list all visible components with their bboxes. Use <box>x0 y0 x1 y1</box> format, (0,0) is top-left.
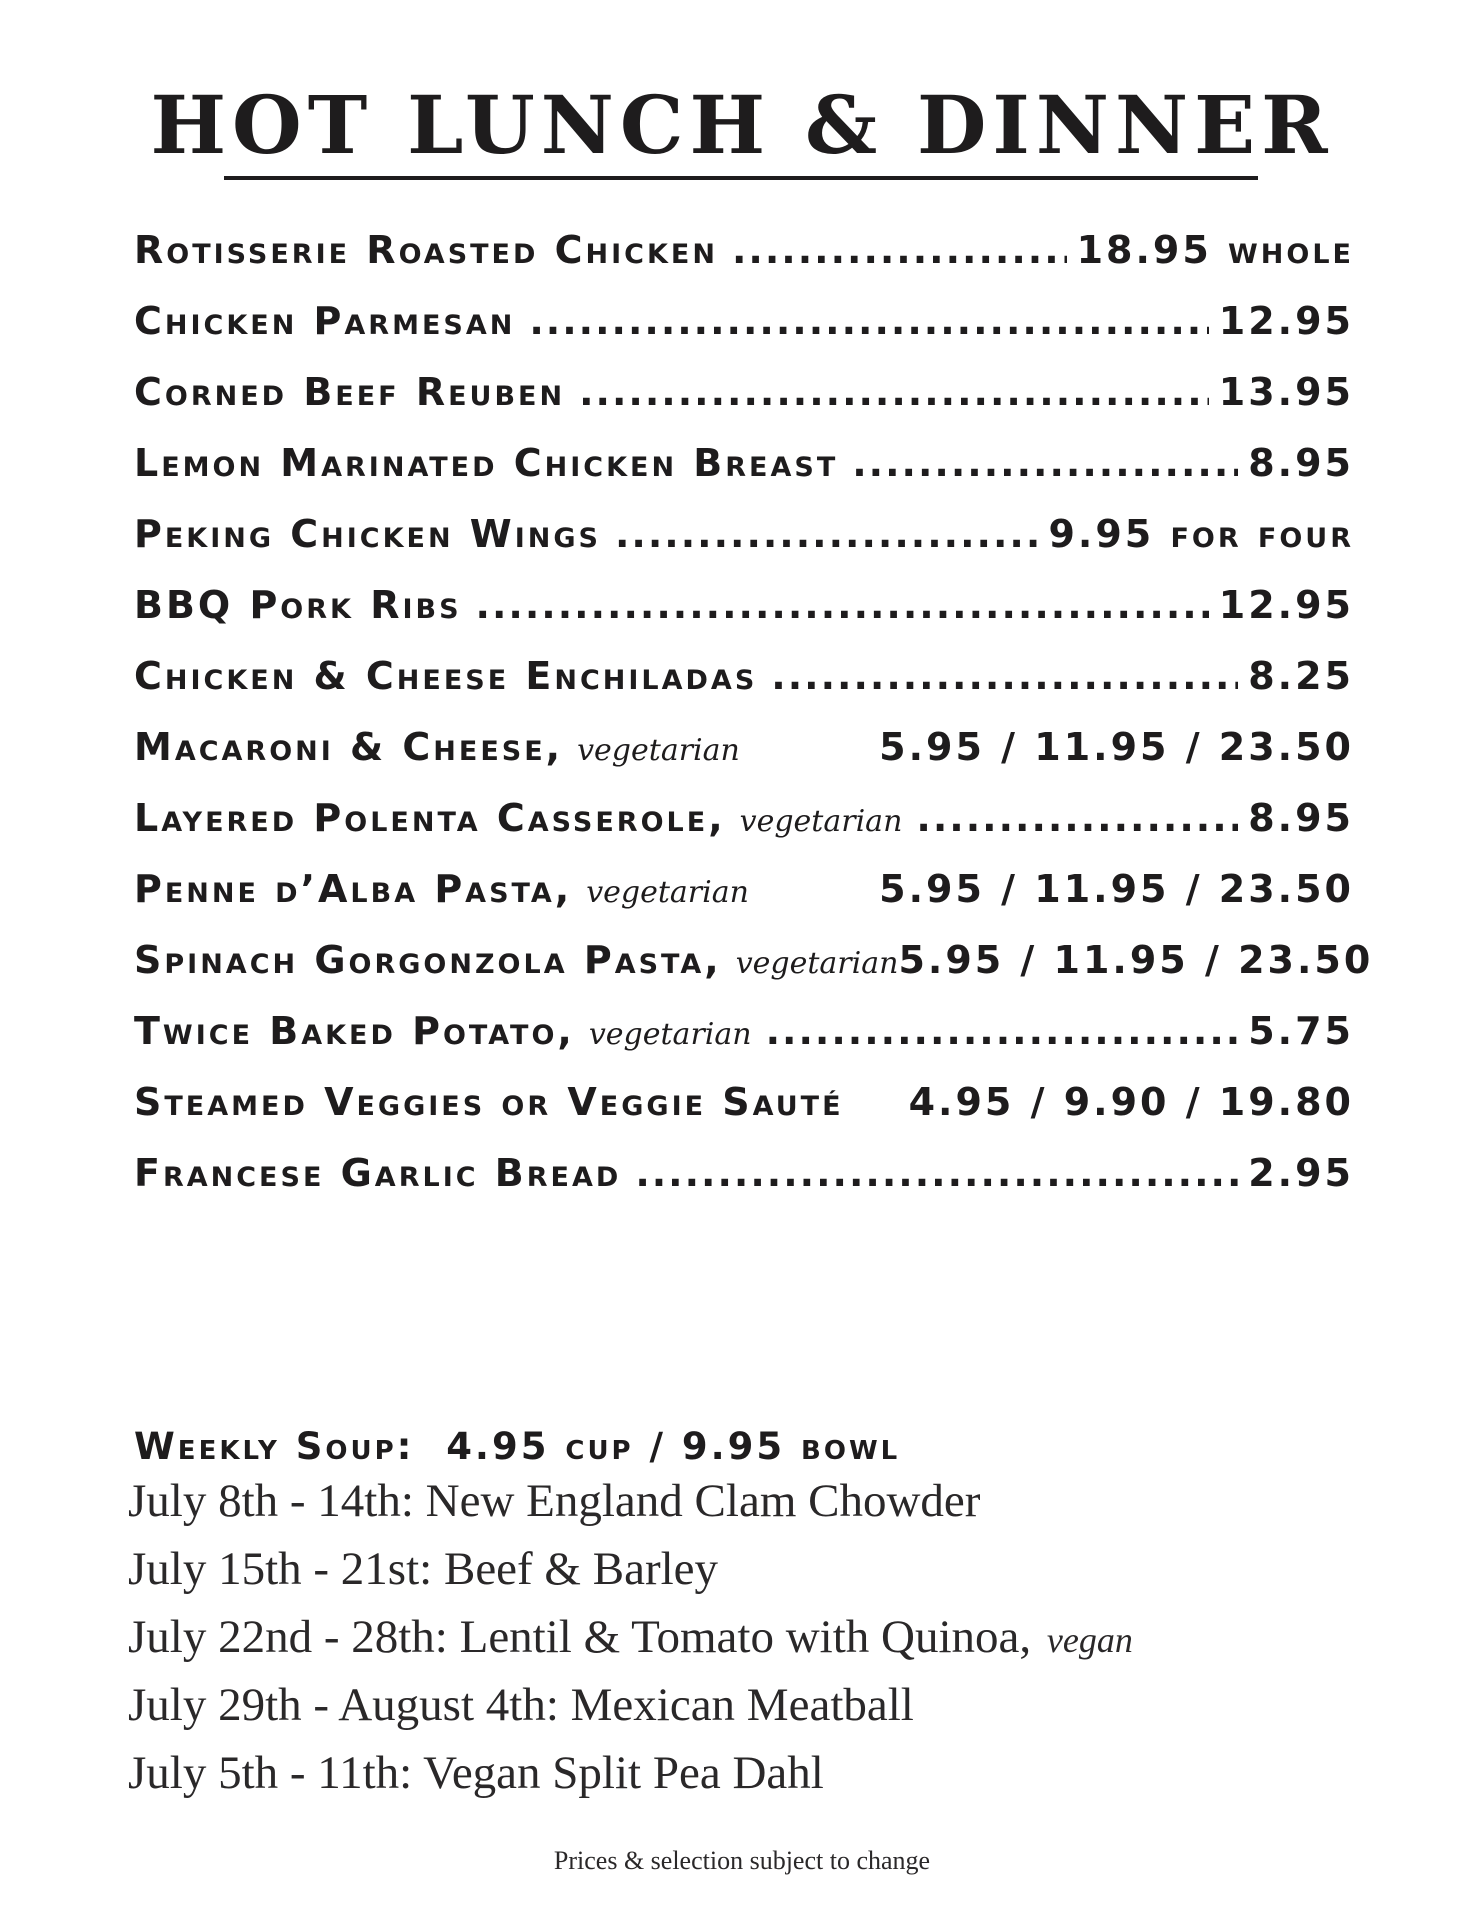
menu-item-name: Lemon Marinated Chicken Breast <box>134 441 839 485</box>
vegetarian-tag: vegetarian <box>588 1017 752 1052</box>
menu-item-price: 13.95 <box>1218 370 1354 414</box>
soup-week-text: July 15th - 21st: Beef & Barley <box>128 1543 719 1595</box>
menu-item <box>134 577 1354 633</box>
menu-item-name: BBQ Pork Ribs <box>134 583 462 627</box>
dot-leader <box>766 1003 1239 1059</box>
menu-item-price: 12.95 <box>1218 583 1354 627</box>
menu-item-price: 8.95 <box>1248 796 1354 840</box>
menu-item-name: Corned Beef Reuben <box>134 370 566 414</box>
title-underline <box>224 176 1258 180</box>
dot-leader <box>732 222 1067 278</box>
menu-item <box>134 1145 1354 1201</box>
menu-item-name: Layered Polenta Casserole, <box>134 796 726 840</box>
menu-item-price: 9.95 for four <box>1048 512 1354 556</box>
menu-item-name: Peking Chicken Wings <box>134 512 601 556</box>
dot-leader <box>529 293 1208 349</box>
menu-item-name: Chicken & Cheese Enchiladas <box>134 654 758 698</box>
dot-leader <box>916 790 1238 846</box>
price-disclaimer: Prices & selection subject to change <box>553 1846 931 1875</box>
menu-item-price: 12.95 <box>1218 299 1354 343</box>
vegetarian-tag: vegetarian <box>586 875 749 910</box>
weekly-soup-label: Weekly Soup: <box>134 1425 415 1468</box>
menu-item <box>134 719 1354 775</box>
dot-leader <box>771 648 1238 704</box>
menu-item <box>134 932 1374 988</box>
vegetarian-tag: vegetarian <box>739 804 903 839</box>
menu-item-name: Steamed Veggies or Veggie Sauté <box>134 1080 844 1124</box>
weekly-soup-heading <box>134 1425 900 1468</box>
menu-item <box>134 506 1354 562</box>
soup-week-text: July 5th - 11th: Vegan Split Pea Dahl <box>128 1747 824 1799</box>
dot-leader <box>635 1145 1238 1201</box>
dot-leader <box>615 506 1039 562</box>
menu-item-price: 8.25 <box>1248 654 1354 698</box>
menu-item-price: 5.95 / 11.95 / 23.50 <box>879 725 1354 769</box>
menu-item-name: Penne d’Alba Pasta, <box>134 867 573 911</box>
menu-item <box>134 648 1354 704</box>
menu-item-price: 5.95 / 11.95 / 23.50 <box>898 938 1374 982</box>
menu-item-name: Macaroni & Cheese, <box>134 725 564 769</box>
menu-item <box>134 435 1354 491</box>
dot-leader <box>579 364 1209 420</box>
menu-item <box>134 1003 1354 1059</box>
weekly-soup-prices: 4.95 cup / 9.95 bowl <box>446 1425 901 1468</box>
menu-item-price: 4.95 / 9.90 / 19.80 <box>908 1080 1354 1124</box>
menu-item-price: 5.95 / 11.95 / 23.50 <box>879 867 1354 911</box>
menu-item <box>134 364 1354 420</box>
soup-week-entry <box>128 1475 981 1527</box>
menu-item-name: Rotisserie Roasted Chicken <box>134 228 718 272</box>
soup-week-text: July 22nd - 28th: Lentil & Tomato with Quinoa, <box>128 1611 1032 1663</box>
soup-week-text: July 8th - 14th: New England Clam Chowder <box>128 1475 981 1527</box>
menu-item-price: 2.95 <box>1248 1151 1354 1195</box>
soup-week-entry <box>128 1679 914 1731</box>
menu-item-price: 5.75 <box>1248 1009 1354 1053</box>
vegetarian-tag: vegetarian <box>577 733 740 768</box>
soup-week-text: July 29th - August 4th: Mexican Meatball <box>128 1679 914 1731</box>
dot-leader <box>852 435 1238 491</box>
menu-item-price: 8.95 <box>1248 441 1354 485</box>
vegetarian-tag: vegetarian <box>735 946 899 981</box>
menu-item-name: Spinach Gorgonzola Pasta, <box>134 938 722 982</box>
menu-item <box>134 790 1354 846</box>
menu-item <box>134 1074 1354 1130</box>
menu-item <box>134 222 1354 278</box>
menu-item-price: 18.95 whole <box>1076 228 1354 272</box>
menu-title: HOT LUNCH & DINNER <box>150 78 1334 172</box>
menu-item-name: Twice Baked Potato, <box>134 1009 575 1053</box>
menu-item <box>134 861 1354 917</box>
menu-item-name: Chicken Parmesan <box>134 299 516 343</box>
menu-item <box>134 293 1354 349</box>
vegan-tag: vegan <box>1046 1620 1133 1660</box>
dot-leader <box>476 577 1209 633</box>
soup-week-entry <box>128 1543 719 1595</box>
soup-week-entry <box>128 1747 824 1799</box>
menu-item-name: Francese Garlic Bread <box>134 1151 622 1195</box>
soup-week-entry <box>128 1611 1133 1663</box>
